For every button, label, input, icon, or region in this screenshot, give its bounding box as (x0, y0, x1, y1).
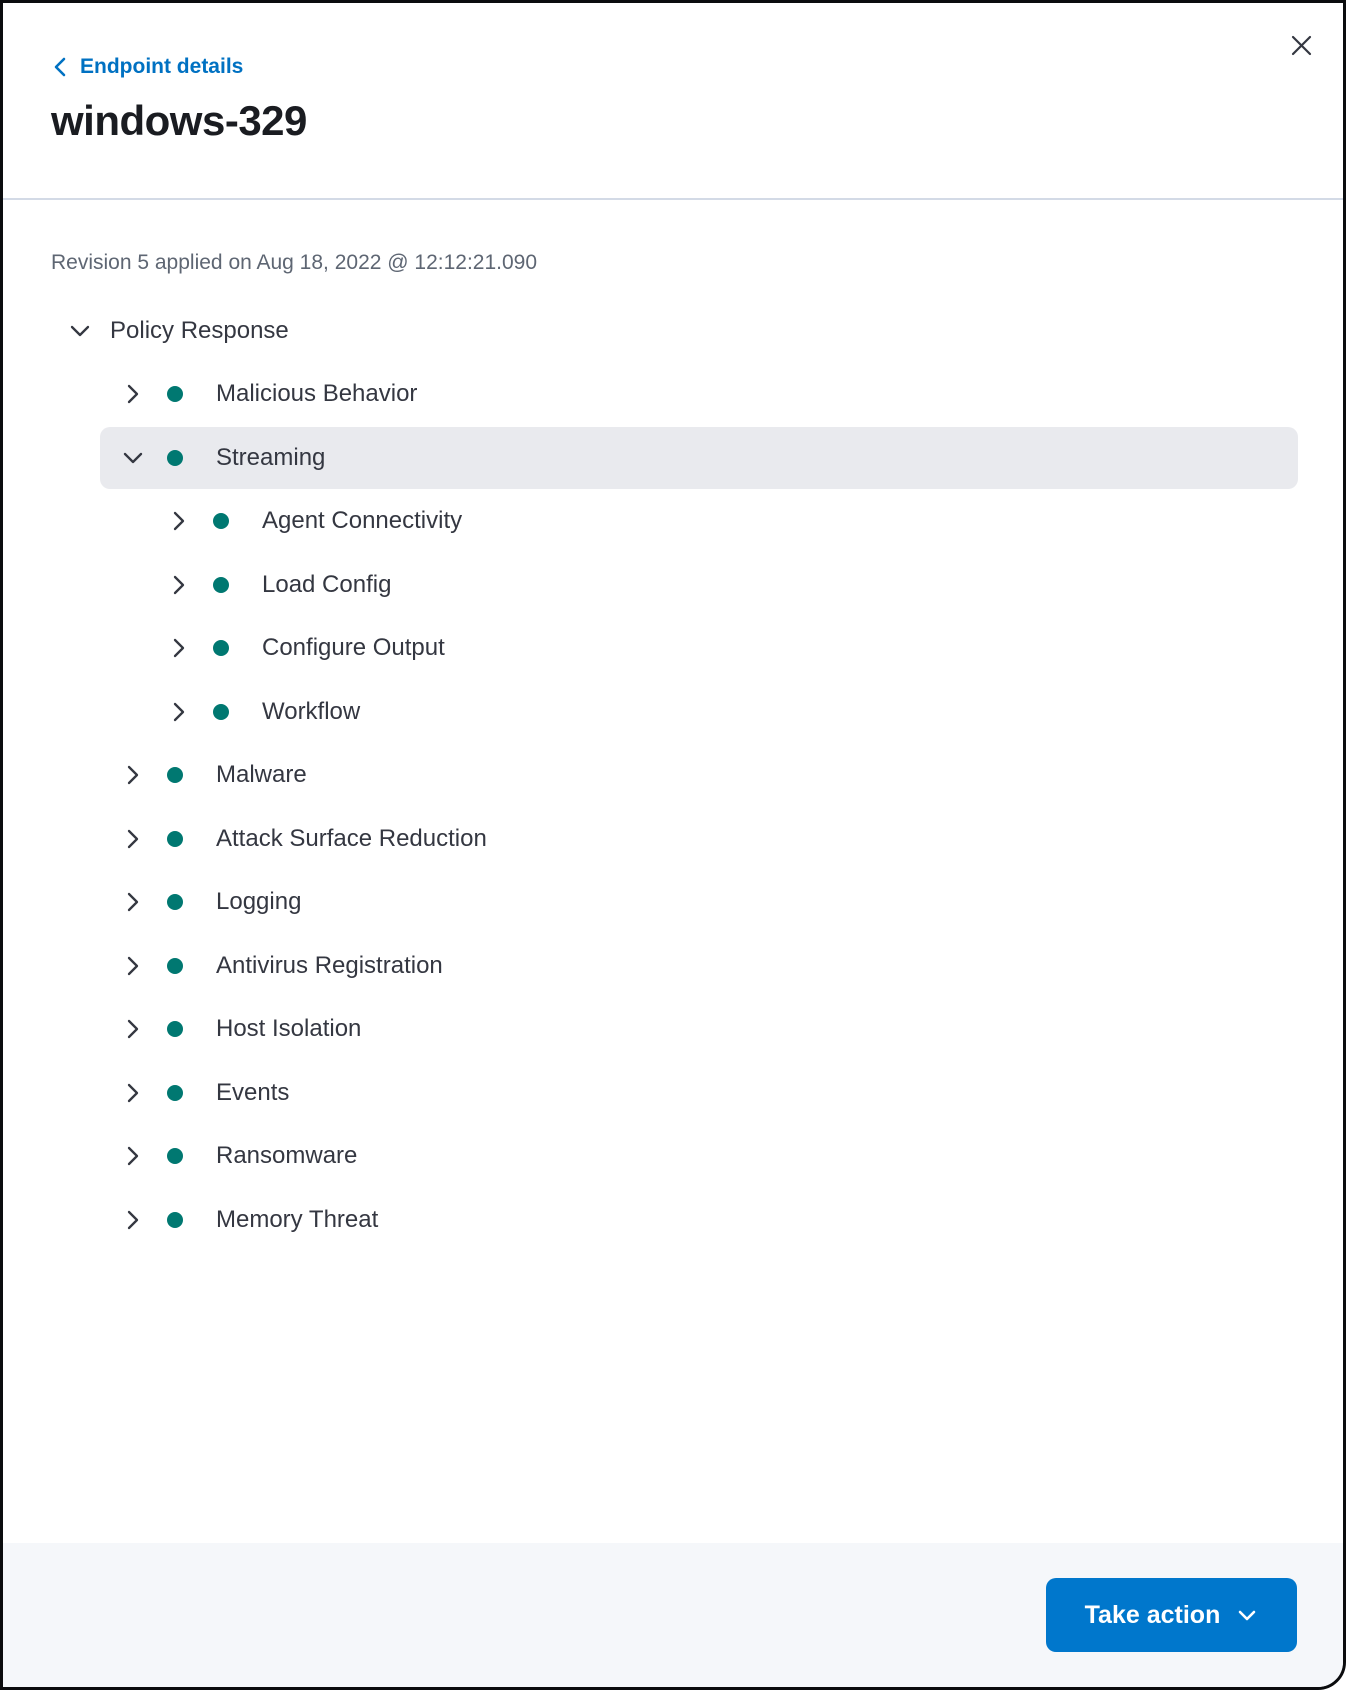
flyout-footer (3, 1543, 1343, 1687)
tree-item-label: Configure Output (262, 634, 445, 662)
chevron-right-icon[interactable] (120, 762, 146, 788)
tree-item-label: Malware (216, 761, 307, 789)
status-dot (213, 704, 229, 720)
tree-item-label: Agent Connectivity (262, 507, 463, 535)
tree-item-label: Logging (216, 888, 302, 916)
tree-item-label: Ransomware (216, 1142, 358, 1170)
chevron-right-icon[interactable] (120, 889, 146, 915)
tree-item-streaming[interactable] (3, 426, 1343, 490)
tree-item-label: Antivirus Registration (216, 951, 443, 979)
flyout-header (3, 3, 1343, 200)
tree-item-memory-threat[interactable] (3, 1188, 1343, 1252)
tree-item-ransomware[interactable] (3, 1125, 1343, 1189)
tree-item-workflow[interactable] (3, 680, 1343, 744)
tree-item-agent-connectivity[interactable] (3, 490, 1343, 554)
tree-item-label: Load Config (262, 570, 392, 598)
page-title: windows-329 (51, 97, 307, 144)
chevron-right-icon[interactable] (166, 572, 192, 598)
tree-item-label: Workflow (262, 697, 361, 725)
tree-item-label: Host Isolation (216, 1015, 362, 1043)
tree-item-malware[interactable] (3, 744, 1343, 808)
status-dot (167, 1021, 183, 1037)
back-link-label: Endpoint details (80, 55, 244, 78)
tree-item-logging[interactable] (3, 871, 1343, 935)
tree-item-label: Memory Threat (216, 1205, 379, 1233)
tree-item-antivirus-registration[interactable] (3, 934, 1343, 998)
revision-status-text: Revision 5 applied on Aug 18, 2022 @ 12:12:21.090 (51, 251, 538, 274)
tree-item-events[interactable] (3, 1061, 1343, 1125)
chevron-right-icon[interactable] (120, 826, 146, 852)
tree-item-policy-response[interactable] (3, 299, 1343, 363)
chevron-right-icon[interactable] (120, 1016, 146, 1042)
take-action-label: Take action (1084, 1600, 1221, 1629)
status-dot (213, 640, 229, 656)
chevron-right-icon[interactable] (120, 1143, 146, 1169)
tree-item-host-isolation[interactable] (3, 998, 1343, 1062)
tree-item-load-config[interactable] (3, 553, 1343, 617)
chevron-right-icon[interactable] (120, 1207, 146, 1233)
tree-item-configure-output[interactable] (3, 617, 1343, 681)
tree-item-label: Streaming (216, 443, 326, 471)
chevron-down-icon (1236, 1604, 1258, 1626)
status-dot (167, 1085, 183, 1101)
take-action-button[interactable] (1046, 1578, 1297, 1652)
tree-item-attack-surface-reduction[interactable] (3, 807, 1343, 871)
status-dot (167, 450, 183, 466)
status-dot (167, 386, 183, 402)
chevron-left-icon (51, 56, 69, 78)
status-dot (167, 767, 183, 783)
flyout-body (3, 248, 1343, 1252)
back-to-endpoint-details-link[interactable] (51, 54, 243, 80)
policy-tree (3, 299, 1343, 1252)
chevron-down-icon[interactable] (67, 318, 93, 344)
chevron-right-icon[interactable] (120, 1080, 146, 1106)
chevron-down-icon[interactable] (120, 445, 146, 471)
chevron-right-icon[interactable] (120, 953, 146, 979)
tree-item-label: Malicious Behavior (216, 380, 418, 408)
status-dot (167, 831, 183, 847)
status-dot (213, 513, 229, 529)
status-dot (167, 894, 183, 910)
chevron-right-icon[interactable] (166, 635, 192, 661)
tree-item-label: Attack Surface Reduction (216, 824, 487, 852)
chevron-right-icon[interactable] (166, 699, 192, 725)
status-dot (213, 577, 229, 593)
tree-item-label: Policy Response (110, 316, 289, 344)
chevron-right-icon[interactable] (120, 381, 146, 407)
status-dot (167, 958, 183, 974)
status-dot (167, 1212, 183, 1228)
chevron-right-icon[interactable] (166, 508, 192, 534)
tree-item-label: Events (216, 1078, 290, 1106)
tree-item-malicious-behavior[interactable] (3, 363, 1343, 427)
status-dot (167, 1148, 183, 1164)
